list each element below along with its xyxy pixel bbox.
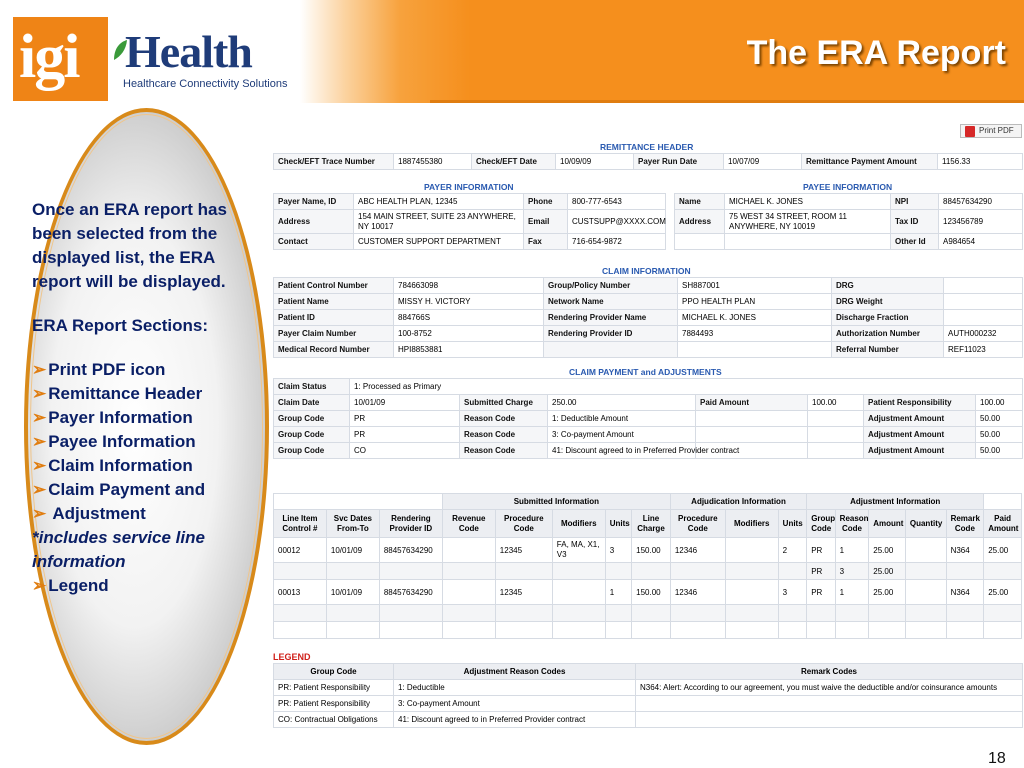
service-column-header: Quantity [905, 510, 946, 538]
legend-cell [636, 712, 1023, 728]
notes-item-label: Legend [48, 576, 109, 595]
service-line-cell: PR [807, 563, 835, 580]
payment-field-label: Group Code [274, 443, 350, 459]
payee-empty-cell [675, 234, 725, 250]
service-line-cell: 1 [835, 538, 869, 563]
claim-field-value [944, 294, 1023, 310]
service-line-cell: FA, MA, X1, V3 [552, 538, 605, 563]
claim-field-label: Patient ID [274, 310, 394, 326]
remittance-value: 1156.33 [938, 154, 1023, 170]
payment-field-label: Claim Date [274, 395, 350, 411]
claim-field-label: Patient Control Number [274, 278, 394, 294]
remittance-label: Check/EFT Date [472, 154, 556, 170]
payer-contact-label: Contact [274, 234, 354, 250]
claim-payment-table [273, 378, 1023, 459]
service-line-cell: PR [807, 538, 835, 563]
service-group-header: Adjudication Information [670, 494, 806, 510]
payment-field-value: 100.00 [808, 395, 864, 411]
claim-status-row [274, 379, 1023, 395]
claim-field-label: Discharge Fraction [832, 310, 944, 326]
claim-payment-title: CLAIM PAYMENT and ADJUSTMENTS [569, 367, 722, 377]
service-line-cell [807, 622, 835, 639]
claim-field-label: Group/Policy Number [544, 278, 678, 294]
payment-field-label: Patient Responsibility [864, 395, 976, 411]
claim-field-value: REF11023 [944, 342, 1023, 358]
remittance-label: Remittance Payment Amount [802, 154, 938, 170]
service-line-cell: 3 [605, 538, 631, 563]
service-column-header: Procedure Code [670, 510, 725, 538]
payment-field-value: PR [350, 427, 460, 443]
legend-cell: 1: Deductible [394, 680, 636, 696]
claim-field-label: DRG Weight [832, 294, 944, 310]
claim-field-value: MICHAEL K. JONES [678, 310, 832, 326]
payment-row [274, 443, 1023, 459]
service-line-cell: 1 [605, 580, 631, 605]
claim-field-label: Patient Name [274, 294, 394, 310]
service-line-cell [946, 563, 984, 580]
service-column-header: Modifiers [552, 510, 605, 538]
service-line-cell [326, 605, 379, 622]
payment-field-label: Group Code [274, 427, 350, 443]
service-line-cell [984, 563, 1022, 580]
service-line-cell: 88457634290 [379, 538, 442, 563]
payee-name-label: Name [675, 194, 725, 210]
payee-taxid-label: Tax ID [891, 210, 939, 234]
service-line-cell [946, 622, 984, 639]
service-line-cell [552, 563, 605, 580]
payment-field-label: Submitted Charge [460, 395, 548, 411]
legend-table [273, 663, 1023, 728]
payment-field-value: 10/01/09 [350, 395, 460, 411]
payment-field-label: Reason Code [460, 411, 548, 427]
payment-row [274, 411, 1023, 427]
payee-otherid-value: A984654 [939, 234, 1023, 250]
service-line-cell [725, 538, 778, 563]
payer-email-label: Email [524, 210, 568, 234]
payment-row [274, 395, 1023, 411]
service-line-cell [807, 605, 835, 622]
logo-text: igi [19, 23, 79, 91]
service-line-cell: 1 [835, 580, 869, 605]
payer-email-value: CUSTSUPP@XXXX.COM [568, 210, 666, 234]
service-line-cell [605, 605, 631, 622]
service-line-cell [552, 622, 605, 639]
claim-field-label: Payer Claim Number [274, 326, 394, 342]
claim-field-value: AUTH000232 [944, 326, 1023, 342]
service-column-header: Revenue Code [442, 510, 495, 538]
service-group-blank [274, 494, 443, 510]
payee-table [674, 193, 1023, 250]
notes-sections-heading: ERA Report Sections: [32, 316, 209, 335]
service-line-cell [442, 538, 495, 563]
service-line-cell [778, 605, 807, 622]
service-line-cell [725, 580, 778, 605]
service-line-cell [905, 622, 946, 639]
remittance-value: 10/07/09 [724, 154, 802, 170]
service-line-cell [632, 622, 671, 639]
notes-service-line-note: *includes service line information [32, 528, 205, 571]
payment-field-value [808, 411, 864, 427]
payment-field-label: Adjustment Amount [864, 443, 976, 459]
payment-field-label: Group Code [274, 411, 350, 427]
claim-field-value: 7884493 [678, 326, 832, 342]
legend-row [274, 696, 1023, 712]
payment-field-value [808, 427, 864, 443]
service-line-cell [274, 563, 327, 580]
service-column-header: Amount [869, 510, 906, 538]
service-line-cell: 12346 [670, 580, 725, 605]
claim-field-value [678, 342, 832, 358]
payment-field-value [808, 443, 864, 459]
payer-name-value: ABC HEALTH PLAN, 12345 [354, 194, 524, 210]
service-line-cell [379, 605, 442, 622]
service-line-cell: 10/01/09 [326, 580, 379, 605]
notes-item [32, 358, 257, 382]
service-column-header: Remark Code [946, 510, 984, 538]
service-line-cell [379, 622, 442, 639]
banner-rule [430, 100, 1024, 103]
print-pdf-button[interactable] [960, 124, 1022, 138]
service-column-header: Line Item Control # [274, 510, 327, 538]
service-line-cell [442, 580, 495, 605]
legend-row [274, 680, 1023, 696]
payer-address-value: 154 MAIN STREET, SUITE 23 ANYWHERE, NY 10017 [354, 210, 524, 234]
service-line-cell: PR [807, 580, 835, 605]
payment-field-value: 50.00 [976, 427, 1023, 443]
arrow-bullet-icon: ➢ [32, 576, 47, 595]
legend-cell: N364: Alert: According to our agreement, you must waive the deductible and/or coinsurance amounts [636, 680, 1023, 696]
claim-field-label: Rendering Provider Name [544, 310, 678, 326]
claim-status-value: 1: Processed as Primary [350, 379, 1023, 395]
claim-field-value: PPO HEALTH PLAN [678, 294, 832, 310]
igi-logo [13, 17, 108, 101]
claim-row [274, 310, 1023, 326]
arrow-bullet-icon: ➢ [32, 432, 47, 451]
service-line-cell [869, 622, 906, 639]
claim-info-title: CLAIM INFORMATION [602, 266, 691, 276]
service-group-header: Submitted Information [442, 494, 670, 510]
payer-address-label: Address [274, 210, 354, 234]
service-line-cell [905, 563, 946, 580]
claim-field-label: Network Name [544, 294, 678, 310]
service-line-cell [442, 605, 495, 622]
claim-field-label: Medical Record Number [274, 342, 394, 358]
claim-field-label: Authorization Number [832, 326, 944, 342]
service-line-cell: 10/01/09 [326, 538, 379, 563]
notes-intro: Once an ERA report has been selected from the displayed list, the ERA report will be displayed. [32, 200, 227, 291]
service-line-cell [670, 622, 725, 639]
legend-row [274, 712, 1023, 728]
claim-field-value [944, 278, 1023, 294]
payee-name-value: MICHAEL K. JONES [725, 194, 891, 210]
payee-npi-value: 88457634290 [939, 194, 1023, 210]
service-column-header: Units [778, 510, 807, 538]
service-line-cell [379, 563, 442, 580]
notes-item-label: Adjustment [48, 504, 146, 523]
service-line-cell: 25.00 [869, 538, 906, 563]
slide-title: The ERA Report [746, 34, 1006, 72]
payee-otherid-label: Other Id [891, 234, 939, 250]
service-line-cell [670, 605, 725, 622]
claim-status-label: Claim Status [274, 379, 350, 395]
service-line-row [274, 563, 1022, 580]
payment-field-label: Reason Code [460, 443, 548, 459]
payment-field-label [696, 411, 808, 427]
service-line-cell [326, 563, 379, 580]
payee-address-label: Address [675, 210, 725, 234]
service-line-table [273, 493, 1022, 639]
arrow-bullet-icon: ➢ [32, 504, 47, 523]
service-group-header-row [274, 494, 1022, 510]
service-column-header: Reason Code [835, 510, 869, 538]
service-line-cell: 12345 [495, 538, 552, 563]
brand-tagline: Healthcare Connectivity Solutions [123, 78, 288, 90]
payee-npi-label: NPI [891, 194, 939, 210]
payer-contact-value: CUSTOMER SUPPORT DEPARTMENT [354, 234, 524, 250]
service-line-cell: 88457634290 [379, 580, 442, 605]
claim-row [274, 326, 1023, 342]
remittance-value: 10/09/09 [556, 154, 634, 170]
payer-info-title: PAYER INFORMATION [424, 182, 514, 192]
notes-item [32, 502, 257, 526]
claim-field-value: 784663098 [394, 278, 544, 294]
payment-field-value: 50.00 [976, 411, 1023, 427]
remittance-label: Check/EFT Trace Number [274, 154, 394, 170]
claim-field-label: DRG [832, 278, 944, 294]
payment-field-value: 41: Discount agreed to in Preferred Provider contract [548, 443, 696, 459]
service-line-cell [552, 605, 605, 622]
payment-field-value: PR [350, 411, 460, 427]
notes-item [32, 574, 257, 598]
legend-column-header: Group Code [274, 664, 394, 680]
payment-field-value: 1: Deductible Amount [548, 411, 696, 427]
service-line-cell [984, 622, 1022, 639]
notes-item [32, 454, 257, 478]
claim-row [274, 294, 1023, 310]
service-column-header: Rendering Provider ID [379, 510, 442, 538]
service-line-cell [605, 622, 631, 639]
payer-fax-label: Fax [524, 234, 568, 250]
service-line-cell [326, 622, 379, 639]
notes-item [32, 406, 257, 430]
brand-name: Health [125, 26, 252, 77]
payee-info-title: PAYEE INFORMATION [803, 182, 893, 192]
service-line-row [274, 622, 1022, 639]
arrow-bullet-icon: ➢ [32, 384, 47, 403]
claim-field-value: HPI8853881 [394, 342, 544, 358]
claim-field-value: 884766S [394, 310, 544, 326]
arrow-bullet-icon: ➢ [32, 480, 47, 499]
notes-item-label: Claim Payment and [48, 480, 206, 499]
payment-field-label [696, 427, 808, 443]
pdf-icon [965, 126, 975, 137]
claim-field-value: 100-8752 [394, 326, 544, 342]
claim-row [274, 342, 1023, 358]
legend-header-row [274, 664, 1023, 680]
service-column-header: Svc Dates From-To [326, 510, 379, 538]
notes-list [32, 358, 257, 526]
service-line-cell [905, 605, 946, 622]
notes-item [32, 478, 257, 502]
payer-fax-value: 716-654-9872 [568, 234, 666, 250]
service-line-cell: 150.00 [632, 538, 671, 563]
payment-field-value: 50.00 [976, 443, 1023, 459]
service-line-cell [442, 622, 495, 639]
service-line-cell [725, 605, 778, 622]
remittance-label: Payer Run Date [634, 154, 724, 170]
service-line-cell [905, 538, 946, 563]
service-line-cell: 150.00 [632, 580, 671, 605]
service-line-cell: 12345 [495, 580, 552, 605]
payer-table [273, 193, 666, 250]
service-line-cell [442, 563, 495, 580]
payment-field-value: 250.00 [548, 395, 696, 411]
service-line-cell: 25.00 [869, 580, 906, 605]
service-line-cell [605, 563, 631, 580]
service-line-cell [778, 563, 807, 580]
payee-empty-cell [725, 234, 891, 250]
payment-field-label: Adjustment Amount [864, 411, 976, 427]
notes-item [32, 430, 257, 454]
service-column-header: Group Code [807, 510, 835, 538]
service-line-cell [495, 622, 552, 639]
claim-field-value [944, 310, 1023, 326]
service-line-cell [495, 605, 552, 622]
legend-cell: 3: Co-payment Amount [394, 696, 636, 712]
payment-field-label: Adjustment Amount [864, 427, 976, 443]
service-line-cell [778, 622, 807, 639]
legend-cell [636, 696, 1023, 712]
legend-cell: CO: Contractual Obligations [274, 712, 394, 728]
service-line-cell [835, 605, 869, 622]
notes-item [32, 382, 257, 406]
remittance-table [273, 153, 1023, 170]
payment-field-value: 3: Co-payment Amount [548, 427, 696, 443]
service-line-cell: 3 [778, 580, 807, 605]
claim-row [274, 278, 1023, 294]
service-line-cell [495, 563, 552, 580]
service-column-header: Paid Amount [984, 510, 1022, 538]
service-line-cell: 00012 [274, 538, 327, 563]
service-line-cell [274, 605, 327, 622]
service-line-row [274, 538, 1022, 563]
payment-field-value: CO [350, 443, 460, 459]
service-line-cell: 3 [835, 563, 869, 580]
service-line-cell: 25.00 [984, 580, 1022, 605]
legend-cell: 41: Discount agreed to in Preferred Provider contract [394, 712, 636, 728]
service-line-cell [725, 622, 778, 639]
payment-row [274, 427, 1023, 443]
notes-item-label: Remittance Header [48, 384, 203, 403]
service-line-cell [632, 605, 671, 622]
service-column-header-row [274, 510, 1022, 538]
service-line-cell [725, 563, 778, 580]
service-line-cell [869, 605, 906, 622]
service-column-header: Procedure Code [495, 510, 552, 538]
service-line-cell: 12346 [670, 538, 725, 563]
claim-field-value: SH887001 [678, 278, 832, 294]
service-line-cell [670, 563, 725, 580]
notes-item-label: Print PDF icon [48, 360, 166, 379]
service-column-header: Units [605, 510, 631, 538]
claim-field-label: Referral Number [832, 342, 944, 358]
payer-name-label: Payer Name, ID [274, 194, 354, 210]
notes-item-label: Payer Information [48, 408, 193, 427]
payee-address-value: 75 WEST 34 STREET, ROOM 11 ANYWHERE, NY 10019 [725, 210, 891, 234]
service-line-row [274, 580, 1022, 605]
remittance-value: 1887455380 [394, 154, 472, 170]
payer-phone-value: 800-777-6543 [568, 194, 666, 210]
arrow-bullet-icon: ➢ [32, 456, 47, 475]
legend-title: LEGEND [273, 652, 311, 662]
remittance-header-title: REMITTANCE HEADER [600, 142, 694, 152]
print-pdf-label: Print PDF [979, 126, 1014, 135]
payee-taxid-value: 123456789 [939, 210, 1023, 234]
payer-phone-label: Phone [524, 194, 568, 210]
service-line-cell: 2 [778, 538, 807, 563]
claim-field-label: Rendering Provider ID [544, 326, 678, 342]
service-line-cell: 25.00 [984, 538, 1022, 563]
legend-cell: PR: Patient Responsibility [274, 680, 394, 696]
legend-column-header: Adjustment Reason Codes [394, 664, 636, 680]
notes-text [32, 198, 257, 598]
service-line-cell: N364 [946, 580, 984, 605]
service-line-row [274, 605, 1022, 622]
arrow-bullet-icon: ➢ [32, 408, 47, 427]
claim-field-label [544, 342, 678, 358]
service-column-header: Modifiers [725, 510, 778, 538]
service-group-header: Adjustment Information [807, 494, 984, 510]
notes-item-label: Payee Information [48, 432, 196, 451]
arrow-bullet-icon: ➢ [32, 360, 47, 379]
service-line-cell: 25.00 [869, 563, 906, 580]
notes-item-label: Claim Information [48, 456, 193, 475]
service-line-cell [984, 605, 1022, 622]
payment-field-value: 100.00 [976, 395, 1023, 411]
service-line-cell [274, 622, 327, 639]
service-line-cell [632, 563, 671, 580]
service-line-cell [552, 580, 605, 605]
service-line-cell: N364 [946, 538, 984, 563]
service-line-cell [905, 580, 946, 605]
claim-table [273, 277, 1023, 358]
payment-field-label: Reason Code [460, 427, 548, 443]
service-line-cell [946, 605, 984, 622]
page-number: 18 [988, 750, 1006, 767]
service-line-cell: 00013 [274, 580, 327, 605]
legend-column-header: Remark Codes [636, 664, 1023, 680]
claim-field-value: MISSY H. VICTORY [394, 294, 544, 310]
service-group-blank [984, 494, 1022, 510]
payment-field-label: Paid Amount [696, 395, 808, 411]
service-line-cell [835, 622, 869, 639]
legend-cell: PR: Patient Responsibility [274, 696, 394, 712]
service-column-header: Line Charge [632, 510, 671, 538]
